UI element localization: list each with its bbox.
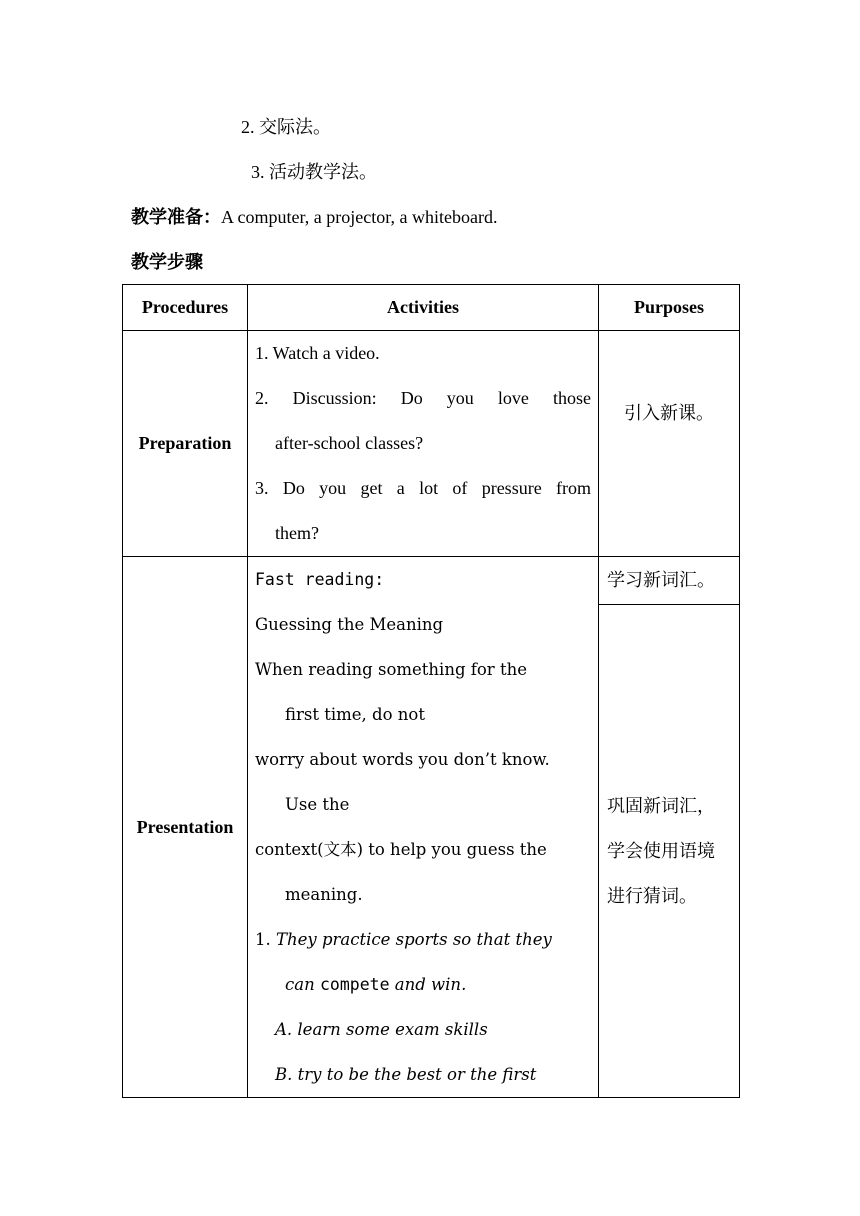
table-row-presentation-a [123,557,740,605]
activity-line: Guessing the Meaning [255,615,444,634]
procedure-presentation: Presentation [123,557,248,1098]
purpose-line: 进行猜词。 [607,885,697,906]
header-purposes: Purposes [599,285,740,331]
sentence-text: They practice sports so that they [276,930,552,949]
activity-line: after-school classes? [275,433,424,453]
keyword-compete: compete [319,975,390,994]
table-row-preparation [123,331,740,557]
activity-line: meaning. [285,885,363,904]
sentence-end: and win. [394,975,467,994]
method-2: 2. 交际法。 [241,117,331,137]
header-activities: Activities [248,285,599,331]
header-procedures: Procedures [123,285,248,331]
activity-line [255,917,591,962]
option-b: B. try to be the best or the first [275,1065,537,1084]
purpose-presentation-2 [599,605,740,1098]
sentence-can: can [285,975,315,994]
activity-line: context(文本) to help you guess the [255,840,547,859]
activity-line: 1. Watch a video. [255,343,380,363]
activity-line: them? [275,523,319,543]
table-header-row [123,285,740,331]
activity-line: Fast reading: [255,570,385,589]
purpose-presentation-1: 学习新词汇。 [599,557,740,605]
item-number: 1. [255,930,271,949]
activity-line: worry about words you don’t know. [255,750,550,769]
purpose-line: 巩固新词汇， [607,795,715,816]
activity-line [255,962,591,1007]
procedure-table [122,284,740,1098]
activity-line: When reading something for the [255,660,527,679]
activities-presentation [248,557,599,1098]
steps-label: 教学步骤 [131,252,203,272]
procedure-preparation: Preparation [123,331,248,557]
teaching-prep [131,205,497,229]
prep-label: 教学准备： [131,207,221,227]
activity-line: 3. Do you get a lot of pressure from [255,478,591,498]
option-a: A. learn some exam skills [275,1020,488,1039]
activity-line: Use the [285,795,350,814]
method-3: 3. 活动教学法。 [251,162,377,182]
purpose-line: 学会使用语境 [607,840,715,861]
prep-text: A computer, a projector, a whiteboard. [221,207,498,227]
activity-line: 2. Discussion: Do you love those [255,388,591,408]
activities-preparation [248,331,599,557]
purpose-preparation: 引入新课。 [599,331,740,557]
activity-line: first time, do not [285,705,425,724]
